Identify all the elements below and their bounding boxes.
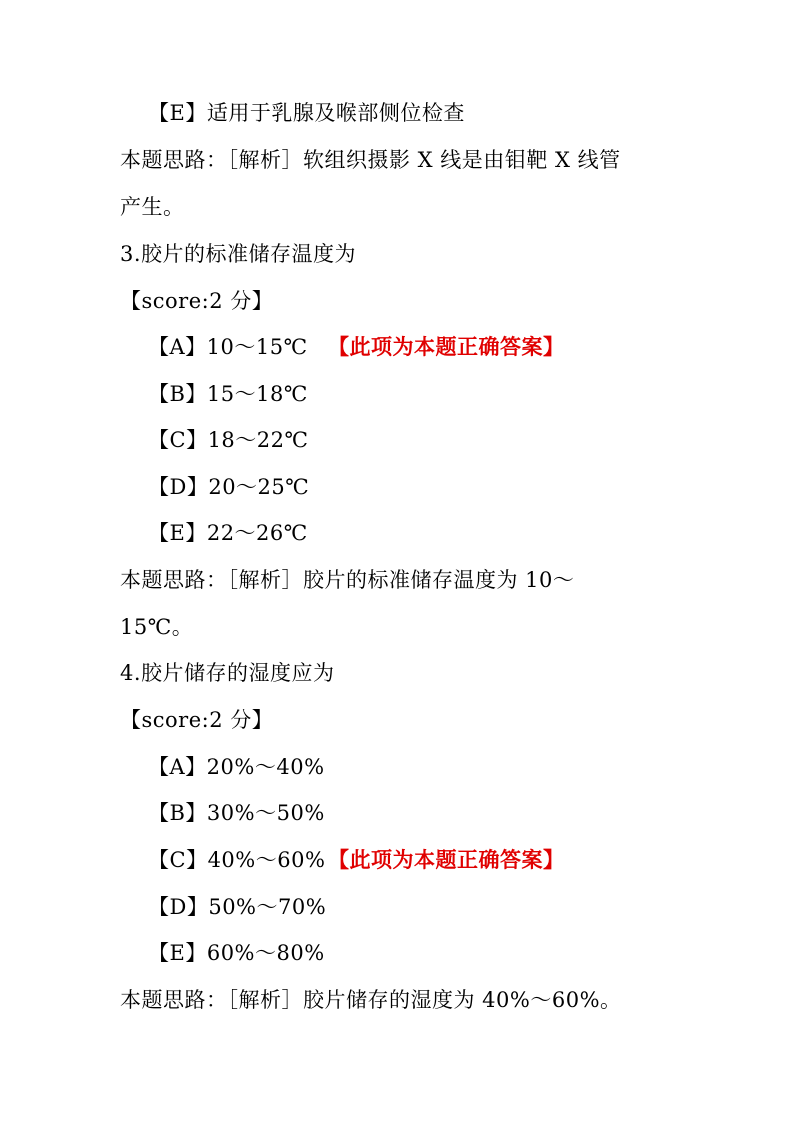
q4-analysis: 本题思路：［解析］胶片储存的湿度为 40%～60%。 xyxy=(120,988,622,1012)
q4-option-c-row xyxy=(148,845,748,875)
q4-question: 4.胶片储存的湿度应为 xyxy=(120,661,335,685)
q2-analysis-line2: 产生。 xyxy=(120,195,185,219)
q3-correct-tag: 【此项为本题正确答案】 xyxy=(328,334,565,359)
q3-option-d: 【D】20～25℃ xyxy=(148,475,310,499)
q4-score: 【score:2 分】 xyxy=(120,708,274,732)
q3-option-c: 【C】18～22℃ xyxy=(148,428,309,452)
q3-option-b: 【B】15～18℃ xyxy=(148,382,308,406)
q4-option-a: 【A】20%～40% xyxy=(148,755,325,779)
q4-option-b: 【B】30%～50% xyxy=(148,801,325,825)
q3-question: 3.胶片的标准储存温度为 xyxy=(120,242,357,266)
q3-option-e: 【E】22～26℃ xyxy=(148,521,308,545)
q3-score: 【score:2 分】 xyxy=(120,289,274,313)
q2-option-e: 【E】适用于乳腺及喉部侧位检查 xyxy=(148,101,465,125)
q3-analysis-line1: 本题思路：［解析］胶片的标准储存温度为 10～ xyxy=(120,568,575,592)
q4-option-c: 【C】40%～60% xyxy=(148,848,326,872)
q3-option-a-row xyxy=(148,332,748,362)
q2-analysis-line1: 本题思路：［解析］软组织摄影 X 线是由钼靶 X 线管 xyxy=(120,148,621,172)
q3-option-a: 【A】10～15℃ xyxy=(148,335,308,359)
q4-option-d: 【D】50%～70% xyxy=(148,895,327,919)
q4-option-e: 【E】60%～80% xyxy=(148,941,325,965)
q4-correct-tag: 【此项为本题正确答案】 xyxy=(328,847,565,872)
q3-analysis-line2: 15℃。 xyxy=(120,615,194,639)
